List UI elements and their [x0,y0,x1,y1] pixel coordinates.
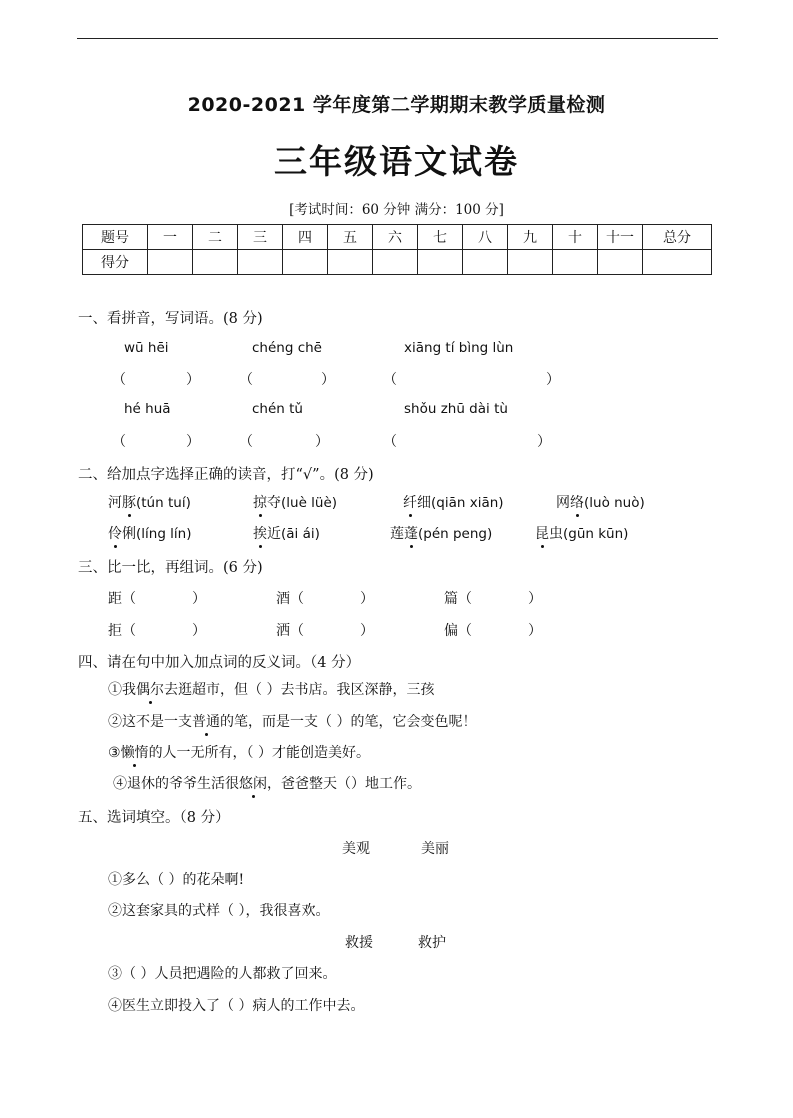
score-col: 九 [508,225,553,250]
q2-reading: (qiān xiān) [431,495,504,511]
score-col: 八 [463,225,508,250]
q3-item [444,620,542,640]
exam-title: 三年级语文试卷 [274,142,519,181]
score-col: 二 [193,225,238,250]
score-col: 七 [418,225,463,250]
q2-item [535,523,628,543]
score-cell[interactable] [238,250,283,275]
score-table-score-row [83,250,712,275]
score-cell[interactable] [328,250,373,275]
q1-pinyin-3: xiāng tí bìng lùn [404,340,514,356]
paren: ） [528,591,542,607]
score-cell[interactable] [598,250,643,275]
q1-paren-open: （ [112,372,126,388]
q3-char: 偏 [444,623,458,639]
q2-char: 近 [267,526,281,542]
score-cell[interactable] [508,250,553,275]
q3-char: 距 [108,591,122,607]
q1-paren-open: （ [383,434,397,450]
score-col: 六 [373,225,418,250]
q1-paren-close: ） [321,372,335,388]
q2-item [390,523,492,543]
q2-dotted-char: 昆 [535,523,549,543]
q2-dotted-char: 纤 [403,492,417,512]
q2-dotted-char: 掠 [253,492,267,512]
q2-reading: (tún tuí) [136,495,191,511]
q5-sentence-3: ③（ ）人员把遇险的人都救了回来。 [108,966,337,982]
q2-char: 夺 [267,495,281,511]
q5-choice: 救护 [418,935,446,951]
q4-text: 的人一无所有，（ ）才能创造美好。 [148,745,371,761]
q2-reading: (pén peng) [418,526,493,542]
q1-paren-close: ） [546,372,560,388]
q1-paren-close: ） [315,434,329,450]
paren: ） [192,623,206,639]
q5-sentence-4: ④医生立即投入了（ ）病人的工作中去。 [108,998,365,1014]
score-cell[interactable] [553,250,598,275]
q5-sentence-1: ①多么（ ）的花朵啊! [108,872,245,888]
score-cell[interactable] [373,250,418,275]
exam-info: [考试时间：60 分钟 满分：100 分] [289,202,504,218]
q1-title: 一、看拼音，写词语。(8 分) [78,311,263,327]
paren: ） [360,623,374,639]
q4-text: ②这不是一支 [108,714,192,730]
score-cell[interactable] [148,250,193,275]
q4-dotted-word: 普通 [192,711,220,731]
q4-text: ，爸爸整天（）地工作。 [267,776,421,792]
q2-char: 河 [108,495,122,511]
q1-pinyin-6: shǒu zhū dài tù [404,401,508,417]
q5-choice: 美丽 [421,841,449,857]
q5-choice: 救援 [345,935,373,951]
score-col: 四 [283,225,328,250]
q2-dotted-char: 挨 [253,523,267,543]
q2-item [108,492,191,512]
q4-dotted-word: 悠闲 [239,773,267,793]
q3-char: 篇 [444,591,458,607]
q4-text: ③ [108,745,121,761]
q4-text: 的笔，而是一支（ ）的笔，它会变色呢！ [220,714,477,730]
header-rule [77,38,718,39]
q3-item [444,588,542,608]
score-cell[interactable] [463,250,508,275]
q3-title: 三、比一比，再组词。(6 分) [78,560,263,576]
q3-char: 洒 [276,623,290,639]
q4-sentence-3 [108,742,370,762]
q2-char: 细 [417,495,431,511]
q2-item [403,492,504,512]
q2-reading: (gūn kūn) [563,526,629,542]
score-cell[interactable] [418,250,463,275]
q2-reading: (líng lín) [136,526,192,542]
score-col: 五 [328,225,373,250]
q2-reading: (luè lüè) [281,495,338,511]
q3-item [108,620,206,640]
q2-char: 虫 [549,526,563,542]
q2-item [108,523,192,543]
paren: ） [192,591,206,607]
q2-dotted-char: 络 [570,492,584,512]
q2-char: 网 [556,495,570,511]
score-cell[interactable] [643,250,712,275]
paren: （ [122,623,136,639]
score-cell[interactable] [283,250,328,275]
score-table-header-row [83,225,712,250]
q1-pinyin-4: hé huā [124,401,171,417]
q4-sentence-4 [113,773,421,793]
score-table-header-label: 题号 [83,225,148,250]
q4-text: ④退休的爷爷生活很 [113,776,239,792]
q1-pinyin-2: chéng chē [252,340,322,356]
q4-dotted-word: 懒惰 [121,742,149,762]
paren: （ [290,591,304,607]
q2-dotted-char: 伶 [108,523,122,543]
q5-sentence-2: ②这套家具的式样（ ），我很喜欢。 [108,903,330,919]
q1-paren-open: （ [112,434,126,450]
score-col: 十一 [598,225,643,250]
q4-sentence-1 [108,679,434,699]
q3-char: 拒 [108,623,122,639]
q2-item [253,492,337,512]
q3-item [276,588,374,608]
q2-item [253,523,320,543]
q4-title: 四、请在句中加入加点词的反义词。（4 分） [78,655,361,671]
q4-text: 去逛超市，但（ ）去书店。我区深静，三孩 [164,682,435,698]
q2-char: 莲 [390,526,404,542]
paren: （ [458,591,472,607]
score-col: 一 [148,225,193,250]
q1-paren-open: （ [383,372,397,388]
q3-char: 酒 [276,591,290,607]
q1-paren-close: ） [186,434,200,450]
paren: ） [360,591,374,607]
q2-reading: (āi ái) [281,526,320,542]
q4-sentence-2 [108,711,476,731]
paren: （ [122,591,136,607]
q3-item [276,620,374,640]
q2-dotted-char: 蓬 [404,523,418,543]
q2-item [556,492,645,512]
score-table-score-label: 得分 [83,250,148,275]
exam-subtitle: 2020-2021 学年度第二学期期末教学质量检测 [187,94,606,116]
q5-title: 五、选词填空。（8 分） [78,810,230,826]
paren: （ [458,623,472,639]
score-table [82,224,712,275]
q4-dotted-word: 偶尔 [136,679,164,699]
q5-choice: 美观 [342,841,370,857]
paren: ） [528,623,542,639]
q2-char: 俐 [122,526,136,542]
score-cell[interactable] [193,250,238,275]
score-col: 十 [553,225,598,250]
q1-paren-open: （ [239,434,253,450]
q1-paren-close: ） [186,372,200,388]
q1-paren-close: ） [537,434,551,450]
q2-reading: (luò nuò) [584,495,645,511]
score-col: 三 [238,225,283,250]
q3-item [108,588,206,608]
paren: （ [290,623,304,639]
q2-title: 二、给加点字选择正确的读音，打“√”。(8 分) [78,467,374,483]
q1-pinyin-1: wū hēi [124,340,169,356]
q1-pinyin-5: chén tǔ [252,401,303,417]
q4-text: ①我 [108,682,136,698]
q1-paren-open: （ [239,372,253,388]
score-col-total: 总分 [643,225,712,250]
q2-dotted-char: 豚 [122,492,136,512]
